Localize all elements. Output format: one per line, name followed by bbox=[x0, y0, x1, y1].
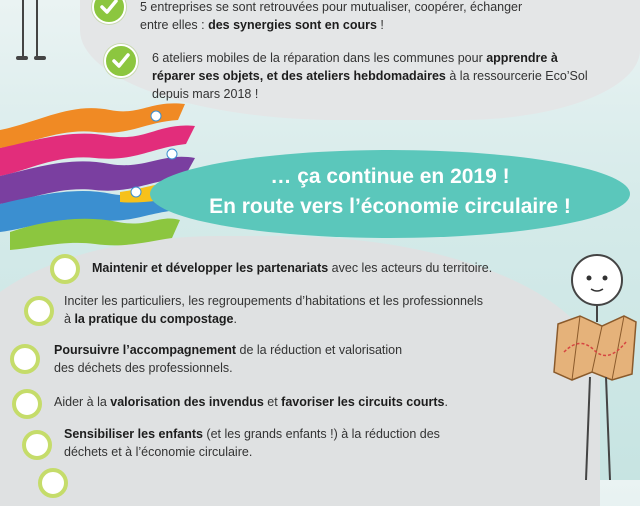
text-line: déchets et à l’économie circulaire. bbox=[64, 445, 253, 459]
goal-children-awareness bbox=[64, 425, 524, 461]
text-line: Poursuivre l’accompagnement de la réduction et valorisation bbox=[54, 343, 403, 357]
goal-partnerships: Maintenir et développer les partenariats avec les acteurs du territoire. bbox=[92, 261, 493, 275]
goal-professional-waste bbox=[54, 341, 524, 377]
empty-circle-icon bbox=[38, 468, 68, 498]
achievement-synergies bbox=[140, 0, 620, 34]
banner-text bbox=[150, 162, 630, 222]
empty-circle-icon bbox=[24, 296, 54, 326]
goal-composting bbox=[64, 292, 554, 328]
empty-circle-icon bbox=[50, 254, 80, 284]
text-line: réparer ses objets, et des ateliers hebdomadaires à la ressourcerie Eco’Sol bbox=[152, 69, 588, 83]
text-line: Sensibiliser les enfants (et les grands enfants !) à la réduction des bbox=[64, 427, 440, 441]
check-circle-icon bbox=[92, 0, 126, 24]
text-line: des déchets des professionnels. bbox=[54, 361, 233, 375]
stick-figure-leg-left bbox=[22, 0, 24, 58]
text-line: 5 entreprises se sont retrouvées pour mutualiser, coopérer, échanger bbox=[140, 0, 523, 14]
empty-circle-icon bbox=[10, 344, 40, 374]
text-line: 6 ateliers mobiles de la réparation dans les communes pour apprendre à bbox=[152, 51, 558, 65]
check-circle-icon bbox=[104, 44, 138, 78]
stick-figure-foot bbox=[16, 56, 28, 60]
text-line: entre elles : des synergies sont en cours ! bbox=[140, 18, 384, 32]
empty-circle-icon bbox=[12, 389, 42, 419]
banner-line-1: … ça continue en 2019 ! bbox=[270, 165, 510, 188]
stick-figure-with-map-illustration bbox=[550, 252, 640, 480]
goal-unsold-goods: Aider à la valorisation des invendus et favoriser les circuits courts. bbox=[54, 395, 448, 409]
stick-figure-foot bbox=[34, 56, 46, 60]
banner-line-2: En route vers l’économie circulaire ! bbox=[209, 195, 571, 218]
achievement-repair-workshops bbox=[152, 49, 632, 103]
text-line: depuis mars 2018 ! bbox=[152, 87, 259, 101]
empty-circle-icon bbox=[22, 430, 52, 460]
text-line: à la pratique du compostage. bbox=[64, 312, 237, 326]
stick-figure-leg-right bbox=[36, 0, 38, 58]
text-line: Inciter les particuliers, les regroupements d’habitations et les professionnels bbox=[64, 294, 483, 308]
